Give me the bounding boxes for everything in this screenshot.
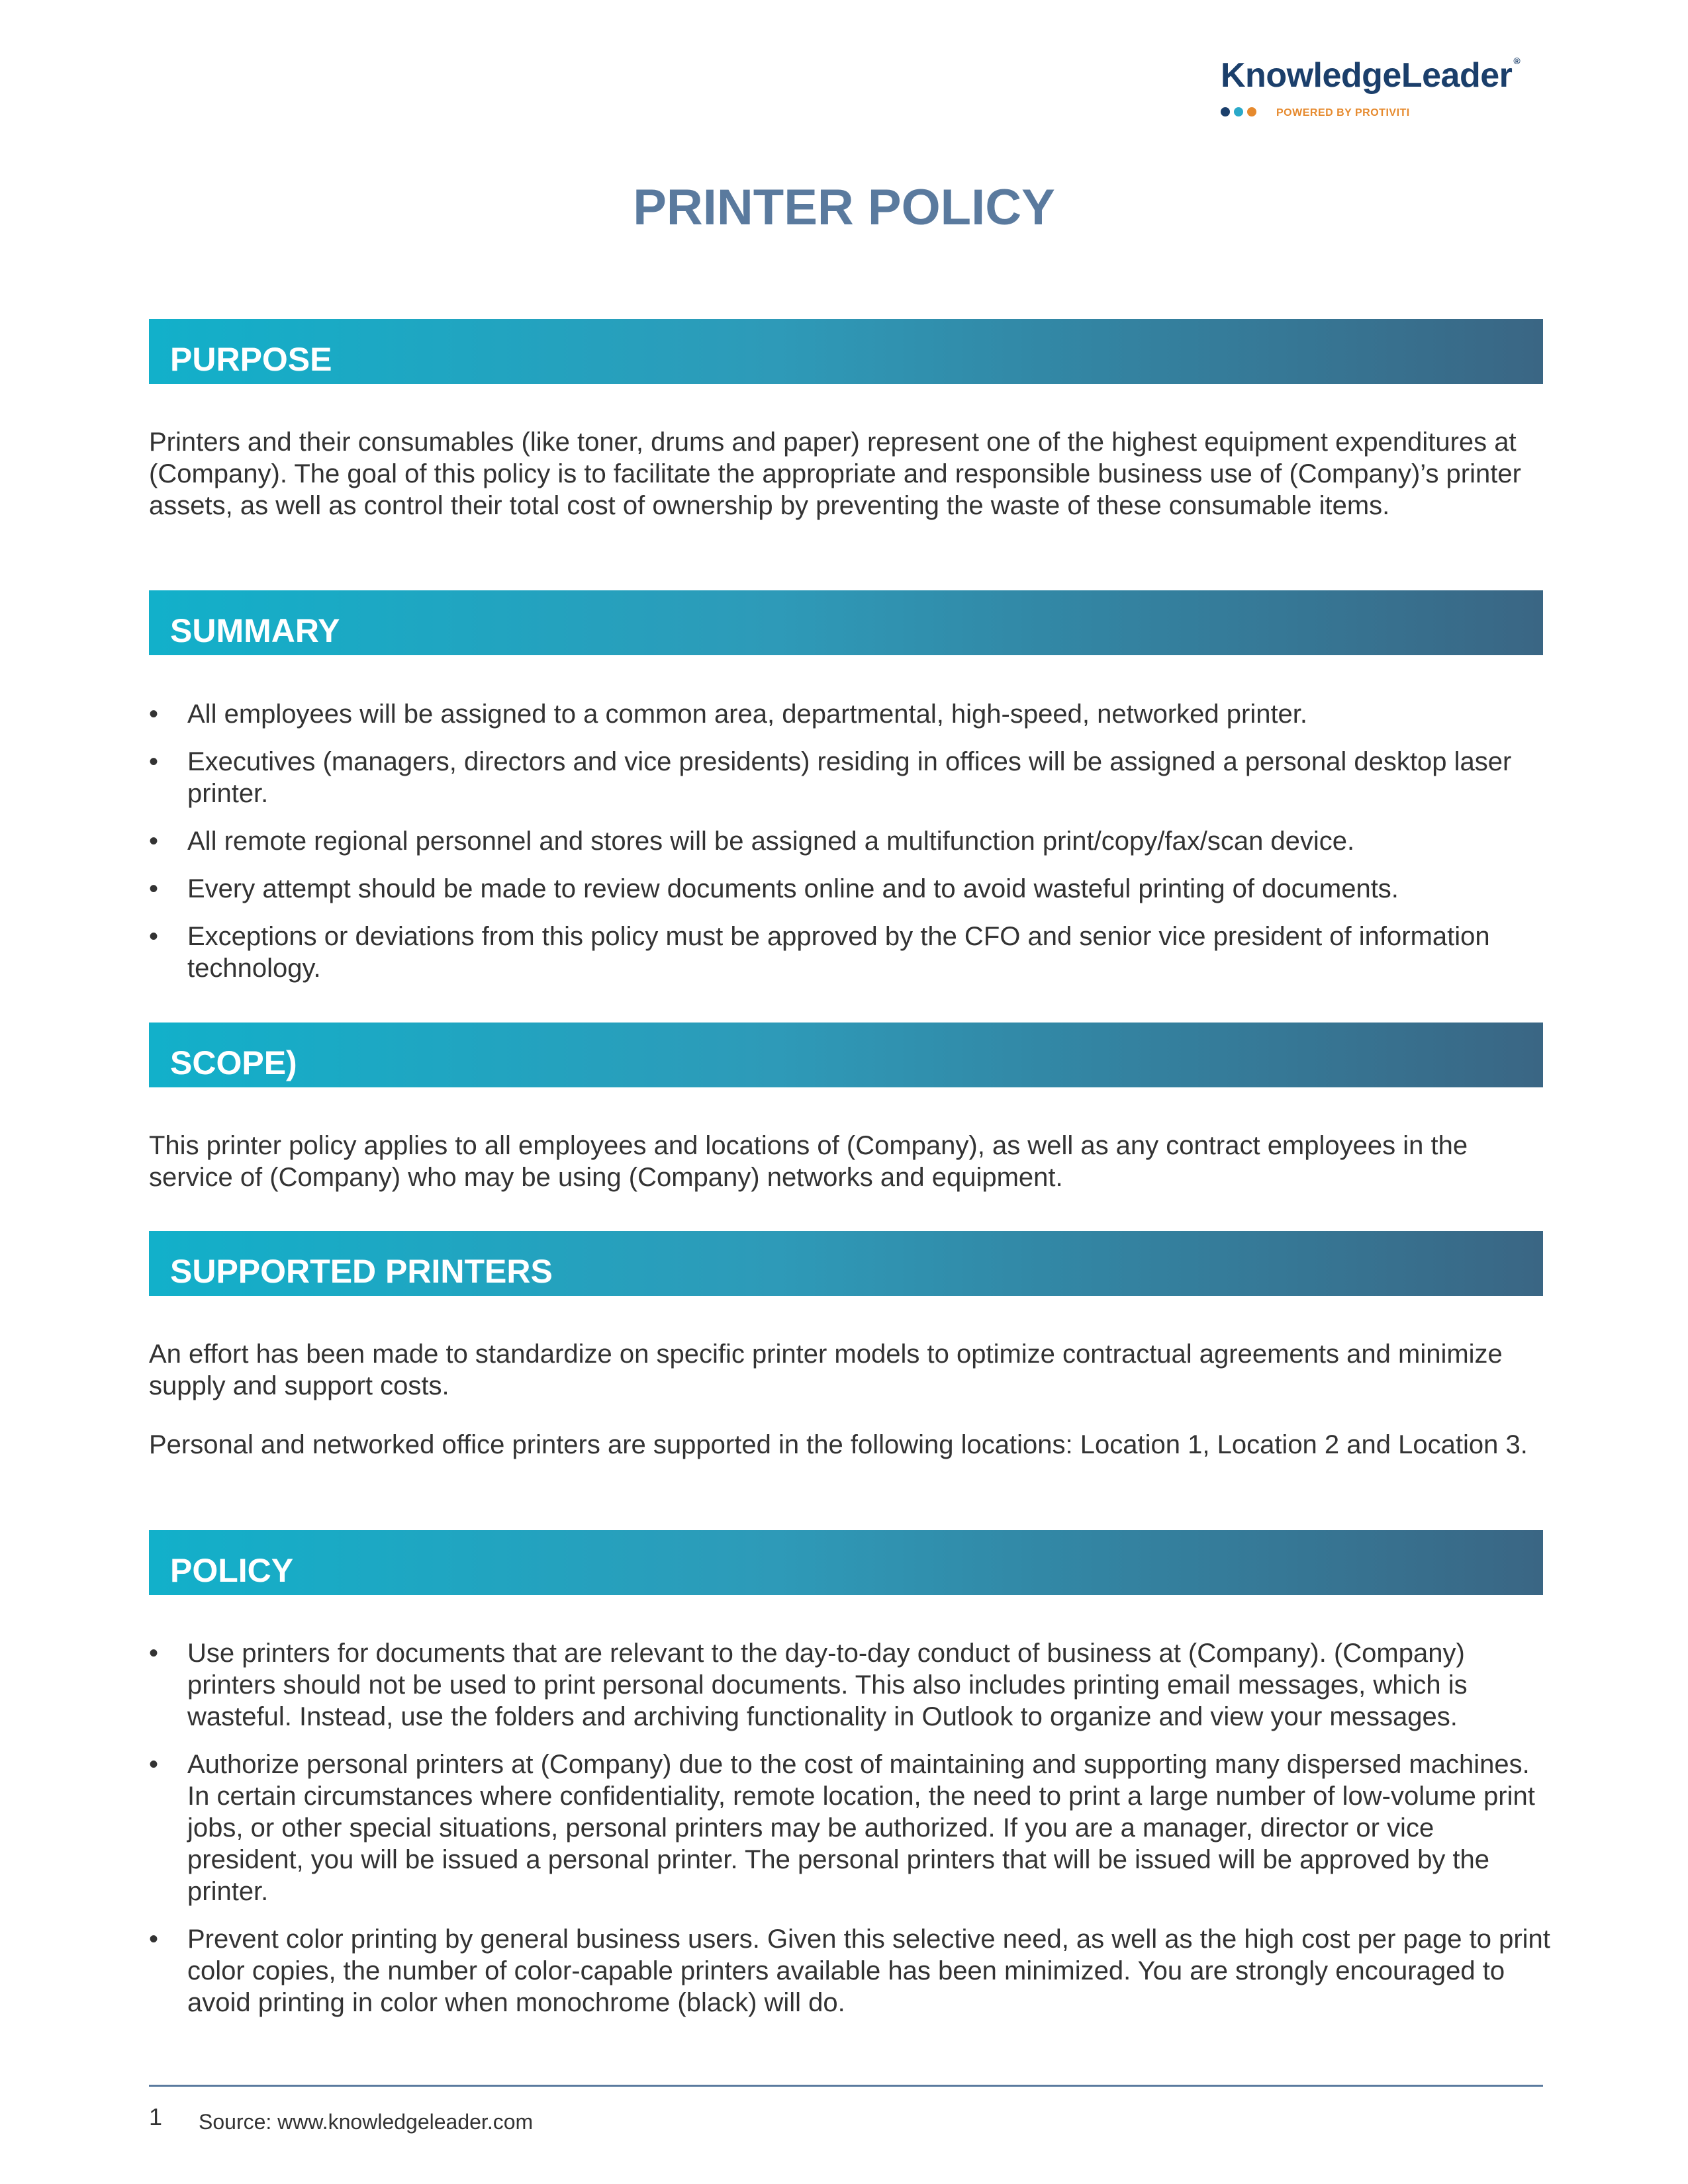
- list-item: [149, 873, 1552, 905]
- list-item-text: Use printers for documents that are relevant to the day-to-day conduct of business at (Company). (Company) printers should not be used to print personal documents. This also includes printing email messages, which is wasteful. Instead, use the folders and archiving functionality in Outlook to organize and view your messages.: [187, 1639, 1468, 1731]
- logo-wordmark: [1221, 56, 1520, 95]
- list-item-text: Executives (managers, directors and vice presidents) residing in offices will be assigned a personal desktop laser printer.: [187, 747, 1512, 808]
- section-header-scope: [149, 1023, 1543, 1087]
- list-item-text: All employees will be assigned to a common area, departmental, high-speed, networked printer.: [187, 700, 1308, 729]
- knowledgeleader-logo: [1221, 56, 1552, 122]
- list-item-text: All remote regional personnel and stores will be assigned a multifunction print/copy/fax/scan device.: [187, 827, 1355, 856]
- list-item: [149, 1637, 1552, 1733]
- logo-dot-teal: [1234, 107, 1243, 116]
- purpose-paragraph: Printers and their consumables (like toner, drums and paper) represent one of the highest equipment expenditures at (Company). The goal of this policy is to facilitate the appropriate and responsible business use of (Company)’s printer assets, as well as control their total cost of ownership by preventing the waste of these consumable items.: [149, 428, 1521, 520]
- section-header-policy: [149, 1530, 1543, 1595]
- bullet-icon: •: [149, 827, 159, 856]
- section-heading-policy: POLICY: [170, 1552, 294, 1589]
- supported-paragraph-1: An effort has been made to standardize on specific printer models to optimize contractual agreements and minimize supply and support costs.: [149, 1340, 1503, 1400]
- section-header-supported-printers: [149, 1231, 1543, 1296]
- bullet-icon: •: [149, 1925, 159, 1954]
- scope-paragraph: This printer policy applies to all employees and locations of (Company), as well as any contract employees in the service of (Company) who may be using (Company) networks and equipment.: [149, 1131, 1468, 1192]
- footer-divider: [149, 2085, 1543, 2087]
- bullet-icon: •: [149, 700, 159, 729]
- section-header-summary: [149, 590, 1543, 655]
- section-heading-summary: SUMMARY: [170, 612, 340, 649]
- list-item: [149, 1923, 1552, 2019]
- bullet-icon: •: [149, 874, 159, 903]
- list-item: [149, 921, 1552, 984]
- bullet-icon: •: [149, 1750, 159, 1779]
- list-item-text: Authorize personal printers at (Company) due to the cost of maintaining and supporting many dispersed machines. In certain circumstances where confidentiality, remote location, the need to print a large number of low-volume print jobs, or other special situations, personal printers may be authorized. If you are a manager, director or vice president, you will be issued a personal printer. The personal printers that will be issued will be approved by the printer.: [187, 1750, 1535, 1906]
- bullet-icon: •: [149, 1639, 159, 1668]
- section-heading-purpose: PURPOSE: [170, 341, 332, 378]
- footer-source: Source: www.knowledgeleader.com: [199, 2110, 534, 2134]
- bullet-icon: •: [149, 922, 159, 951]
- section-heading-scope: SCOPE): [170, 1044, 297, 1081]
- logo-name: KnowledgeLeader: [1221, 56, 1513, 95]
- list-item: [149, 1749, 1552, 1907]
- logo-dots-icon: [1221, 107, 1268, 118]
- bullet-icon: •: [149, 747, 159, 776]
- logo-tagline: POWERED BY PROTIVITI: [1276, 107, 1410, 118]
- page-number: 1: [149, 2103, 163, 2130]
- list-item-text: Every attempt should be made to review documents online and to avoid wasteful printing of documents.: [187, 874, 1399, 903]
- policy-list: [149, 1637, 1552, 2034]
- list-item: [149, 698, 1552, 730]
- list-item: [149, 825, 1552, 857]
- section-heading-supported-printers: SUPPORTED PRINTERS: [170, 1253, 553, 1290]
- document-title: PRINTER POLICY: [633, 179, 1055, 236]
- supported-paragraph-2: Personal and networked office printers are supported in the following locations: Location 1, Location 2 and Location 3.: [149, 1430, 1528, 1459]
- summary-list: [149, 698, 1552, 1000]
- section-header-purpose: [149, 319, 1543, 384]
- logo-dot-navy: [1221, 107, 1230, 116]
- logo-dot-orange: [1247, 107, 1256, 116]
- list-item-text: Exceptions or deviations from this policy must be approved by the CFO and senior vice president of information technology.: [187, 922, 1490, 983]
- logo-registered-mark: ®: [1513, 56, 1521, 66]
- list-item: [149, 746, 1552, 809]
- list-item-text: Prevent color printing by general business users. Given this selective need, as well as the high cost per page to print color copies, the number of color-capable printers available has been minimized. You are strongly encouraged to avoid printing in color when monochrome (black) will do.: [187, 1925, 1550, 2017]
